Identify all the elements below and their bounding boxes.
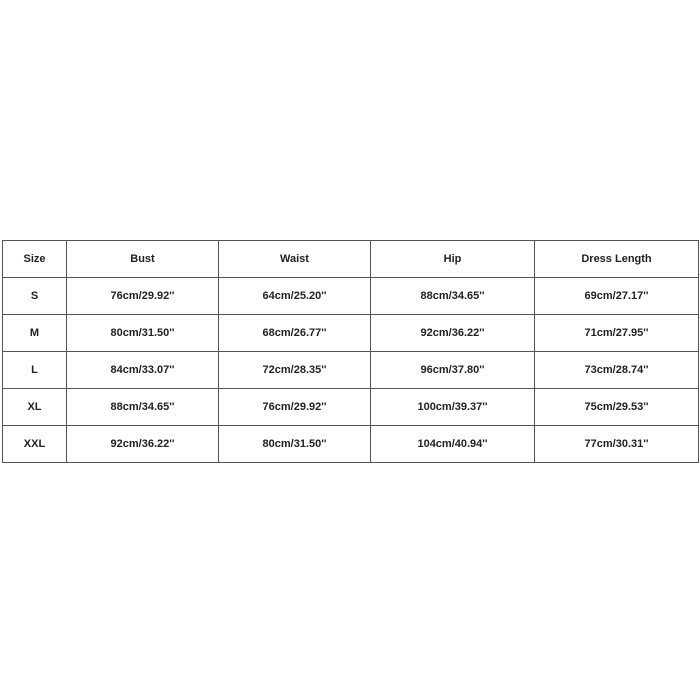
table-row — [3, 352, 699, 389]
cell-bust: 84cm/33.07'' — [67, 352, 219, 389]
cell-waist: 72cm/28.35'' — [219, 352, 371, 389]
cell-hip: 104cm/40.94'' — [371, 426, 535, 463]
table-body — [3, 278, 699, 463]
table-row — [3, 315, 699, 352]
cell-size: L — [3, 352, 67, 389]
cell-dress-length: 75cm/29.53'' — [535, 389, 699, 426]
table-header — [3, 241, 699, 278]
cell-size: XL — [3, 389, 67, 426]
cell-dress-length: 77cm/30.31'' — [535, 426, 699, 463]
cell-dress-length: 73cm/28.74'' — [535, 352, 699, 389]
header-dress-length: Dress Length — [535, 241, 699, 278]
cell-bust: 76cm/29.92'' — [67, 278, 219, 315]
table-row — [3, 389, 699, 426]
cell-size: M — [3, 315, 67, 352]
cell-waist: 76cm/29.92'' — [219, 389, 371, 426]
table-row — [3, 426, 699, 463]
cell-size: XXL — [3, 426, 67, 463]
size-chart-table — [2, 240, 699, 463]
cell-waist: 68cm/26.77'' — [219, 315, 371, 352]
table-row — [3, 278, 699, 315]
cell-hip: 92cm/36.22'' — [371, 315, 535, 352]
header-size: Size — [3, 241, 67, 278]
cell-dress-length: 69cm/27.17'' — [535, 278, 699, 315]
cell-hip: 100cm/39.37'' — [371, 389, 535, 426]
cell-bust: 80cm/31.50'' — [67, 315, 219, 352]
cell-bust: 88cm/34.65'' — [67, 389, 219, 426]
cell-dress-length: 71cm/27.95'' — [535, 315, 699, 352]
cell-size: S — [3, 278, 67, 315]
cell-waist: 80cm/31.50'' — [219, 426, 371, 463]
cell-hip: 96cm/37.80'' — [371, 352, 535, 389]
header-bust: Bust — [67, 241, 219, 278]
cell-bust: 92cm/36.22'' — [67, 426, 219, 463]
header-waist: Waist — [219, 241, 371, 278]
header-hip: Hip — [371, 241, 535, 278]
cell-waist: 64cm/25.20'' — [219, 278, 371, 315]
cell-hip: 88cm/34.65'' — [371, 278, 535, 315]
header-row — [3, 241, 699, 278]
